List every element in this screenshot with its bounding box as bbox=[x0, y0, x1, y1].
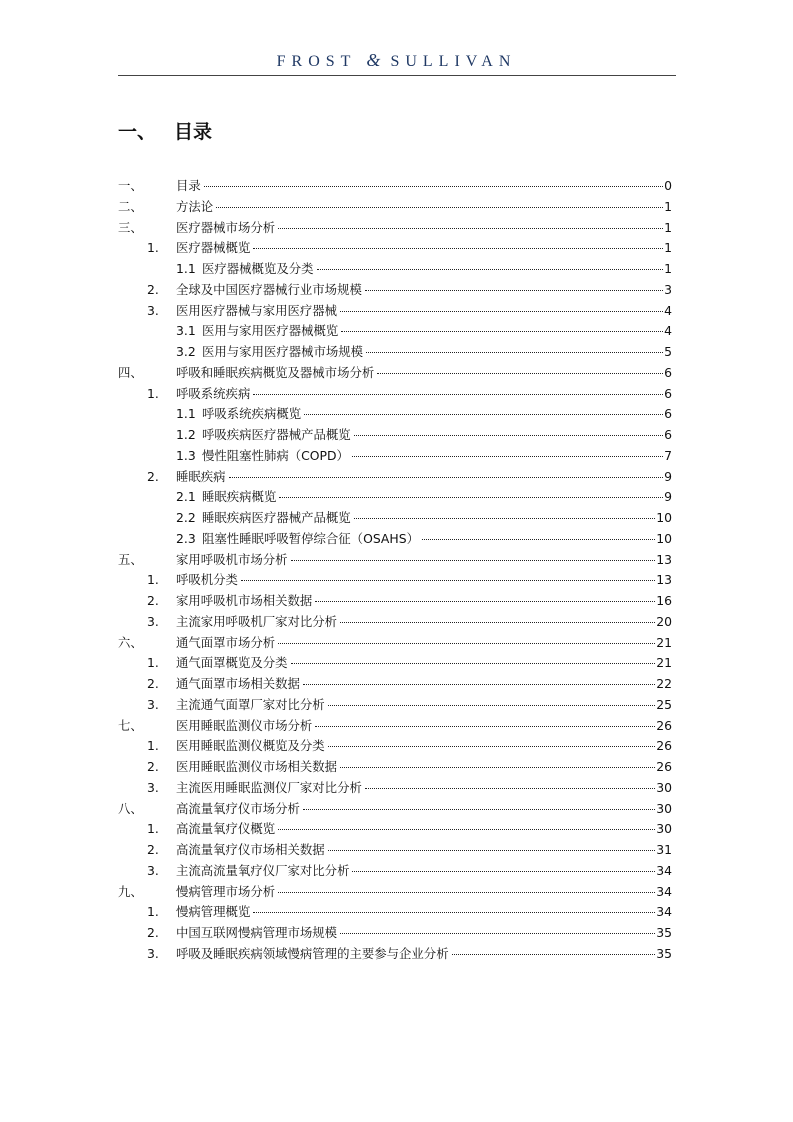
toc-entry-number: 2. bbox=[147, 759, 159, 774]
toc-entry[interactable] bbox=[118, 778, 676, 799]
toc-entry[interactable] bbox=[118, 944, 676, 965]
toc-entry-title: 医用与家用医疗器械概览 bbox=[202, 323, 339, 339]
toc-entry-number: 一、 bbox=[118, 178, 143, 193]
toc-entry-number: 3. bbox=[147, 302, 159, 318]
toc-entry-page: 35 bbox=[656, 945, 672, 961]
toc-entry[interactable] bbox=[118, 342, 676, 363]
toc-entry-page: 34 bbox=[656, 862, 672, 878]
toc-entry-title: 家用呼吸机市场相关数据 bbox=[176, 593, 313, 608]
toc-dot-leader bbox=[328, 850, 656, 851]
toc-entry[interactable] bbox=[118, 259, 676, 280]
toc-entry-number: 1. bbox=[147, 240, 159, 256]
toc-entry-page: 3 bbox=[664, 281, 672, 297]
toc-entry-body bbox=[176, 778, 672, 799]
toc-entry-body bbox=[176, 653, 672, 674]
toc-entry-body bbox=[202, 259, 672, 280]
toc-entry-number: 3. bbox=[147, 779, 159, 795]
toc-dot-leader bbox=[340, 311, 663, 312]
toc-entry-page: 16 bbox=[656, 593, 672, 608]
toc-entry-number: 1.3 bbox=[176, 447, 196, 463]
toc-entry-title: 阻塞性睡眠呼吸暂停综合征（OSAHS） bbox=[202, 530, 419, 546]
toc-entry-page: 26 bbox=[656, 717, 672, 733]
toc-entry-page: 13 bbox=[656, 572, 672, 588]
toc-entry-title: 全球及中国医疗器械行业市场规模 bbox=[176, 281, 362, 297]
toc-entry-body bbox=[176, 633, 672, 654]
toc-entry[interactable] bbox=[118, 633, 676, 654]
brand-name-right: SULLIVAN bbox=[390, 53, 517, 70]
toc-entry-body bbox=[202, 446, 672, 467]
toc-dot-leader bbox=[366, 352, 663, 353]
toc-entry-number: 八、 bbox=[118, 800, 143, 816]
toc-entry-page: 10 bbox=[656, 530, 672, 546]
toc-entry-title: 医用医疗器械与家用医疗器械 bbox=[176, 302, 338, 318]
toc-entry-title: 医用睡眠监测仪概览及分类 bbox=[176, 738, 325, 754]
toc-entry-page: 22 bbox=[656, 676, 672, 691]
toc-entry-title: 睡眠疾病 bbox=[176, 468, 226, 484]
toc-entry-page: 26 bbox=[656, 759, 672, 774]
toc-entry-page: 31 bbox=[656, 842, 672, 857]
toc-dot-leader bbox=[279, 497, 663, 498]
toc-entry-number: 1. bbox=[147, 738, 159, 754]
toc-entry-number: 3. bbox=[147, 945, 159, 961]
toc-entry-body bbox=[176, 882, 672, 903]
toc-entry-title: 呼吸和睡眠疾病概览及器械市场分析 bbox=[176, 364, 375, 380]
toc-dot-leader bbox=[315, 726, 655, 727]
toc-entry-number: 3.1 bbox=[176, 323, 196, 339]
brand-name-left: FROST bbox=[276, 53, 357, 70]
toc-dot-leader bbox=[317, 269, 664, 270]
toc-entry-page: 21 bbox=[656, 655, 672, 671]
toc-entry-number: 3.2 bbox=[176, 344, 196, 359]
toc-dot-leader bbox=[216, 207, 663, 208]
toc-dot-leader bbox=[352, 871, 655, 872]
toc-entry-title: 医疗器械概览 bbox=[176, 240, 251, 256]
toc-entry-title: 慢病管理市场分析 bbox=[176, 883, 276, 899]
toc-entry-title: 家用呼吸机市场分析 bbox=[176, 551, 288, 567]
toc-entry-title: 高流量氧疗仪市场相关数据 bbox=[176, 842, 325, 857]
toc-entry[interactable] bbox=[118, 695, 676, 716]
toc-dot-leader bbox=[241, 580, 655, 581]
toc-entry-body bbox=[176, 902, 672, 923]
toc-entry-title: 通气面罩概览及分类 bbox=[176, 655, 288, 671]
toc-entry[interactable] bbox=[118, 923, 676, 944]
toc-entry-title: 医用睡眠监测仪市场分析 bbox=[176, 717, 313, 733]
toc-dot-leader bbox=[253, 912, 655, 913]
toc-entry[interactable] bbox=[118, 425, 676, 446]
toc-entry-title: 医疗器械概览及分类 bbox=[202, 261, 314, 276]
toc-entry-title: 目录 bbox=[176, 178, 201, 193]
toc-entry-title: 医用睡眠监测仪市场相关数据 bbox=[176, 759, 338, 774]
toc-entry-body bbox=[176, 384, 672, 405]
toc-entry-number: 3. bbox=[147, 613, 159, 629]
toc-entry-title: 中国互联网慢病管理市场规模 bbox=[176, 925, 338, 940]
toc-entry-body bbox=[176, 923, 672, 944]
toc-entry-number: 2. bbox=[147, 925, 159, 940]
toc-entry-body bbox=[176, 591, 672, 612]
toc-entry[interactable] bbox=[118, 819, 676, 840]
toc-dot-leader bbox=[278, 892, 655, 893]
toc-entry-number: 1.2 bbox=[176, 427, 196, 442]
toc-entry-page: 25 bbox=[656, 696, 672, 712]
toc-entry-body bbox=[176, 695, 672, 716]
toc-entry[interactable] bbox=[118, 757, 676, 778]
toc-entry-page: 4 bbox=[664, 302, 672, 318]
toc-entry[interactable] bbox=[118, 550, 676, 571]
toc-entry-page: 1 bbox=[664, 261, 672, 276]
toc-entry-body bbox=[176, 799, 672, 820]
toc-dot-leader bbox=[303, 809, 655, 810]
toc-dot-leader bbox=[304, 414, 663, 415]
toc-entry-body bbox=[176, 218, 672, 239]
toc-entry-body bbox=[176, 363, 672, 384]
toc-entry-body bbox=[176, 197, 672, 218]
toc-entry-title: 呼吸系统疾病 bbox=[176, 385, 251, 401]
toc-entry-number: 3. bbox=[147, 696, 159, 712]
toc-entry-body bbox=[176, 467, 672, 488]
toc-dot-leader bbox=[354, 435, 663, 436]
toc-dot-leader bbox=[352, 456, 663, 457]
toc-entry[interactable] bbox=[118, 612, 676, 633]
toc-dot-leader bbox=[278, 829, 655, 830]
toc-entry-number: 五、 bbox=[118, 551, 143, 567]
toc-entry-body bbox=[176, 840, 672, 861]
toc-entry-page: 7 bbox=[664, 447, 672, 463]
toc-entry-number: 2.3 bbox=[176, 530, 196, 546]
toc-entry-number: 六、 bbox=[118, 634, 143, 650]
toc-entry[interactable] bbox=[118, 570, 676, 591]
toc-entry-number: 三、 bbox=[118, 219, 143, 235]
toc-entry-title: 方法论 bbox=[176, 198, 214, 214]
toc-dot-leader bbox=[340, 622, 655, 623]
toc-entry-body bbox=[176, 861, 672, 882]
toc-entry[interactable] bbox=[118, 363, 676, 384]
toc-entry[interactable] bbox=[118, 176, 676, 197]
toc-dot-leader bbox=[315, 601, 655, 602]
toc-entry-page: 26 bbox=[656, 738, 672, 754]
toc-entry-body bbox=[202, 321, 672, 342]
toc-entry-page: 6 bbox=[664, 427, 672, 442]
toc-entry-page: 1 bbox=[664, 198, 672, 214]
toc-entry-body bbox=[202, 342, 672, 363]
toc-entry-number: 2. bbox=[147, 842, 159, 857]
toc-entry-page: 30 bbox=[656, 800, 672, 816]
toc-entry[interactable] bbox=[118, 197, 676, 218]
toc-entry-body bbox=[202, 425, 672, 446]
toc-entry-body bbox=[202, 508, 672, 529]
toc-entry-page: 10 bbox=[656, 510, 672, 525]
toc-entry-body bbox=[176, 819, 672, 840]
toc-entry-body bbox=[176, 176, 672, 197]
toc-entry-number: 1.1 bbox=[176, 261, 196, 276]
toc-entry-page: 1 bbox=[664, 240, 672, 256]
toc-entry[interactable] bbox=[118, 840, 676, 861]
toc-entry-title: 医用与家用医疗器械市场规模 bbox=[202, 344, 364, 359]
toc-entry-page: 6 bbox=[664, 364, 672, 380]
toc-entry-title: 通气面罩市场相关数据 bbox=[176, 676, 300, 691]
toc-entry[interactable] bbox=[118, 404, 676, 425]
toc-dot-leader bbox=[377, 373, 663, 374]
toc-entry-number: 1. bbox=[147, 904, 159, 920]
toc-entry[interactable] bbox=[118, 882, 676, 903]
toc-entry-body bbox=[176, 280, 672, 301]
toc-dot-leader bbox=[328, 705, 656, 706]
toc-entry-page: 35 bbox=[656, 925, 672, 940]
toc-entry[interactable] bbox=[118, 301, 676, 322]
toc-entry-title: 睡眠疾病医疗器械产品概览 bbox=[202, 510, 351, 525]
toc-entry-title: 慢病管理概览 bbox=[176, 904, 251, 920]
toc-dot-leader bbox=[365, 788, 655, 789]
toc-dot-leader bbox=[291, 560, 656, 561]
toc-entry-body bbox=[202, 487, 672, 508]
toc-entry[interactable] bbox=[118, 716, 676, 737]
brand-ampersand: & bbox=[366, 50, 381, 70]
toc-entry[interactable] bbox=[118, 736, 676, 757]
toc-entry-body bbox=[202, 529, 672, 550]
toc-entry[interactable] bbox=[118, 799, 676, 820]
toc-entry-body bbox=[202, 404, 672, 425]
toc-entry-title: 呼吸及睡眠疾病领域慢病管理的主要参与企业分析 bbox=[176, 945, 449, 961]
toc-entry-body bbox=[176, 570, 672, 591]
toc-entry[interactable] bbox=[118, 467, 676, 488]
toc-entry-page: 13 bbox=[656, 551, 672, 567]
toc-dot-leader bbox=[340, 767, 655, 768]
toc-entry-number: 2. bbox=[147, 676, 159, 691]
toc-entry-title: 主流高流量氧疗仪厂家对比分析 bbox=[176, 862, 350, 878]
toc-entry-body bbox=[176, 757, 672, 778]
toc-dot-leader bbox=[341, 331, 663, 332]
toc-entry-body bbox=[176, 238, 672, 259]
toc-entry[interactable] bbox=[118, 861, 676, 882]
toc-entry-number: 1.1 bbox=[176, 406, 196, 422]
toc-entry[interactable] bbox=[118, 238, 676, 259]
toc-entry[interactable] bbox=[118, 446, 676, 467]
toc-entry-page: 21 bbox=[656, 634, 672, 650]
toc-entry-body bbox=[176, 612, 672, 633]
heading-title: 目录 bbox=[174, 121, 213, 143]
toc-dot-leader bbox=[328, 746, 656, 747]
toc-entry-title: 通气面罩市场分析 bbox=[176, 634, 276, 650]
toc-entry-title: 主流家用呼吸机厂家对比分析 bbox=[176, 613, 338, 629]
toc-entry-page: 4 bbox=[664, 323, 672, 339]
toc-entry-title: 呼吸系统疾病概览 bbox=[202, 406, 302, 422]
toc-entry[interactable] bbox=[118, 487, 676, 508]
toc-entry-body bbox=[176, 674, 672, 695]
toc-entry-page: 9 bbox=[664, 468, 672, 484]
toc-entry-body bbox=[176, 301, 672, 322]
toc-entry-page: 30 bbox=[656, 779, 672, 795]
toc-entry[interactable] bbox=[118, 529, 676, 550]
toc-entry-number: 二、 bbox=[118, 198, 143, 214]
toc-dot-leader bbox=[278, 643, 655, 644]
toc-entry[interactable] bbox=[118, 321, 676, 342]
toc-entry-number: 1. bbox=[147, 655, 159, 671]
toc-dot-leader bbox=[354, 518, 656, 519]
toc-entry-body bbox=[176, 944, 672, 965]
toc-entry[interactable] bbox=[118, 591, 676, 612]
toc-entry-number: 2. bbox=[147, 468, 159, 484]
toc-dot-leader bbox=[204, 186, 663, 187]
header-divider bbox=[118, 75, 676, 76]
toc-entry-number: 2.2 bbox=[176, 510, 196, 525]
toc-entry-page: 9 bbox=[664, 489, 672, 505]
toc-dot-leader bbox=[229, 477, 664, 478]
toc-entry-number: 九、 bbox=[118, 883, 143, 899]
toc-entry-number: 2.1 bbox=[176, 489, 196, 505]
toc-entry-number: 四、 bbox=[118, 364, 143, 380]
toc-entry-number: 七、 bbox=[118, 717, 143, 733]
toc-entry-page: 30 bbox=[656, 821, 672, 837]
toc-dot-leader bbox=[303, 684, 655, 685]
toc-dot-leader bbox=[365, 290, 663, 291]
toc-entry-page: 1 bbox=[664, 219, 672, 235]
toc-entry[interactable] bbox=[118, 280, 676, 301]
toc-entry-title: 睡眠疾病概览 bbox=[202, 489, 277, 505]
toc-dot-leader bbox=[253, 394, 663, 395]
toc-entry-title: 高流量氧疗仪概览 bbox=[176, 821, 276, 837]
toc-entry[interactable] bbox=[118, 508, 676, 529]
toc-dot-leader bbox=[422, 539, 655, 540]
toc-dot-leader bbox=[452, 954, 656, 955]
toc-entry[interactable] bbox=[118, 384, 676, 405]
toc-entry-number: 1. bbox=[147, 821, 159, 837]
toc-entry-body bbox=[176, 736, 672, 757]
toc-entry-body bbox=[176, 550, 672, 571]
toc-entry-page: 6 bbox=[664, 406, 672, 422]
toc-entry-number: 3. bbox=[147, 862, 159, 878]
toc-entry-title: 慢性阻塞性肺病（COPD） bbox=[202, 447, 349, 463]
toc-entry-page: 20 bbox=[656, 613, 672, 629]
toc-entry-title: 高流量氧疗仪市场分析 bbox=[176, 800, 300, 816]
toc-dot-leader bbox=[340, 933, 655, 934]
toc-entry[interactable] bbox=[118, 902, 676, 923]
toc-entry-title: 主流医用睡眠监测仪厂家对比分析 bbox=[176, 779, 362, 795]
toc-entry-title: 主流通气面罩厂家对比分析 bbox=[176, 696, 325, 712]
toc-entry-number: 1. bbox=[147, 385, 159, 401]
toc-entry-number: 1. bbox=[147, 572, 159, 588]
table-of-contents bbox=[118, 176, 676, 965]
toc-dot-leader bbox=[278, 228, 663, 229]
brand-logo bbox=[0, 50, 793, 71]
toc-entry-number: 2. bbox=[147, 281, 159, 297]
toc-entry-page: 34 bbox=[656, 904, 672, 920]
toc-entry-page: 6 bbox=[664, 385, 672, 401]
toc-entry[interactable] bbox=[118, 653, 676, 674]
toc-entry-page: 5 bbox=[664, 344, 672, 359]
toc-entry-body bbox=[176, 716, 672, 737]
toc-entry-page: 0 bbox=[664, 178, 672, 193]
toc-entry-number: 2. bbox=[147, 593, 159, 608]
toc-dot-leader bbox=[253, 248, 663, 249]
toc-dot-leader bbox=[291, 663, 656, 664]
toc-entry-title: 呼吸机分类 bbox=[176, 572, 238, 588]
section-heading bbox=[118, 117, 212, 144]
toc-entry-title: 医疗器械市场分析 bbox=[176, 219, 276, 235]
toc-entry[interactable] bbox=[118, 674, 676, 695]
toc-entry-page: 34 bbox=[656, 883, 672, 899]
toc-entry-title: 呼吸疾病医疗器械产品概览 bbox=[202, 427, 351, 442]
toc-entry[interactable] bbox=[118, 218, 676, 239]
heading-number: 一、 bbox=[118, 121, 157, 143]
